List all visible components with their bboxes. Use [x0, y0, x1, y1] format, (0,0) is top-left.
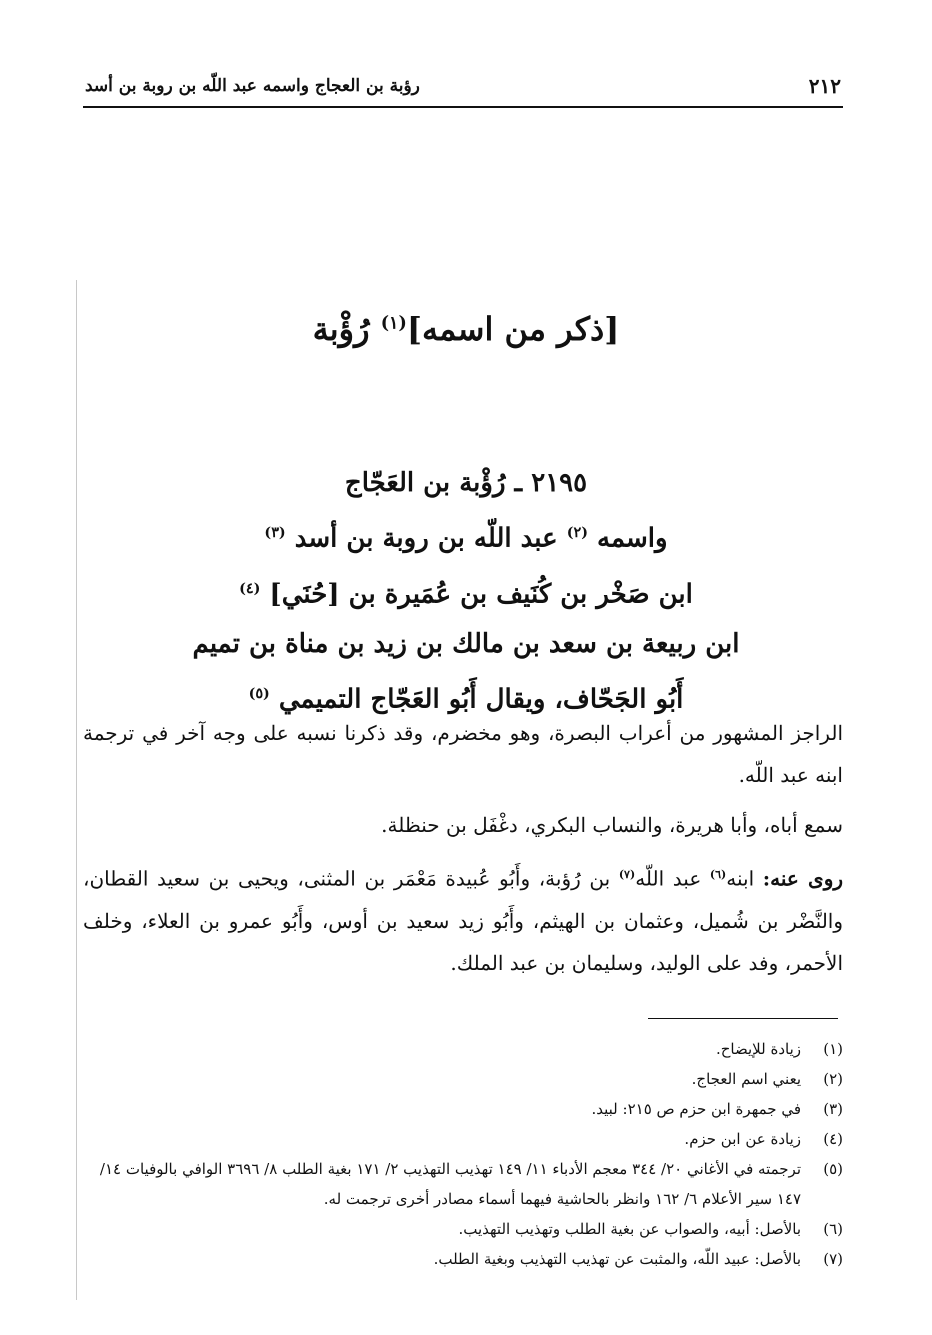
- footnote-text: يعني اسم العجاج.: [691, 1070, 801, 1088]
- section-title-main: [ذكر من اسمه]: [406, 310, 620, 348]
- footnote: [83, 1154, 843, 1214]
- section-title-ref: (١): [380, 312, 407, 334]
- running-header: [83, 70, 843, 108]
- footnotes: [83, 1034, 843, 1274]
- footnote-number: (١): [823, 1040, 843, 1058]
- entry-line-3-text: ابن صَخْر بن كُنَيف بن عُمَيرة بن [حُنَي]: [269, 579, 693, 610]
- entry-line-2-a: واسمه: [597, 523, 668, 554]
- footnote-number: (٣): [823, 1100, 843, 1118]
- footnote-number: (٧): [823, 1250, 843, 1268]
- section-title: [0, 310, 932, 348]
- entry-line-1: ٢١٩٥ ـ رُؤْبة بن العَجّاج: [344, 468, 588, 498]
- footnote-text: بالأصل: أبيه، والصواب عن بغية الطلب وتهذيب التهذيب.: [458, 1220, 801, 1238]
- footnote-number: (٦): [823, 1220, 843, 1238]
- paragraph-2: سمع أباه، وأبا هريرة، والنساب البكري، دغْفَل بن حنظلة.: [381, 813, 843, 837]
- footnote-number: (٤): [823, 1130, 843, 1148]
- entry-line-5-text: أَبُو الجَحّاف، ويقال أَبُو العَجّاج التميمي: [278, 684, 684, 715]
- scan-edge-line: [76, 280, 77, 1300]
- footnote: [83, 1214, 843, 1244]
- entry-line-3: [0, 564, 932, 620]
- paragraph-3-lead: روى عنه:: [762, 866, 844, 891]
- paragraph-3: [83, 854, 843, 984]
- entry-line-3-ref: (٤): [239, 580, 261, 597]
- entry-line-2: [0, 508, 932, 564]
- body-text: [83, 712, 843, 992]
- footnote-number: (٥): [823, 1160, 843, 1178]
- entry-line-2-ref-2: (٣): [264, 525, 286, 541]
- paragraph-3-c: بن رُؤبة، وأَبُو عُبيدة مَعْمَر بن المثنى، ويحيى بن سعيد القطان، والنَّضْر بن شُميل، وعثمان بن الهيثم، وأَبُو زيد سعيد بن أوس، وأَبُو عمرو بن العلاء، وخلف الأحمر، وفد على الوليد، وسليمان بن عبد الملك.: [83, 866, 843, 975]
- entry-line-2-ref-1: (٢): [566, 525, 588, 541]
- footnote-text: زيادة عن ابن حزم.: [684, 1130, 801, 1148]
- footnote-text: ترجمته في الأغاني ٢٠/ ٣٤٤ معجم الأدباء ١١/ ١٤٩ تهذيب التهذيب ٢/ ١٧١ بغية الطلب ٨/ ٣٦٩٦ الوافي بالوفيات ١٤/ ١٤٧ سير الأعلام ٦/ ١٦٢ وانظر بالحاشية فيهما أسماء مصادر أخرى ترجمت له.: [99, 1160, 801, 1208]
- footnote-text: بالأصل: عبيد اللّه، والمثبت عن تهذيب التهذيب وبغية الطلب.: [433, 1250, 801, 1268]
- running-title: رؤبة بن العجاج واسمه عبد اللّه بن روبة بن أسد: [85, 76, 420, 96]
- entry-line-2-b: عبد اللّه بن روبة بن أسد: [294, 523, 558, 554]
- footnote: [83, 1034, 843, 1064]
- footnote: [83, 1094, 843, 1124]
- paragraph-3-b: عبد اللّه: [635, 866, 702, 891]
- paragraph-1: الراجز المشهور من أعراب البصرة، وهو مخضرم، وقد ذكرنا نسبه على وجه آخر في ترجمة ابنه عبد اللّه.: [83, 721, 843, 787]
- footnote-text: زيادة للإيضاح.: [715, 1040, 801, 1058]
- footnote-text: في جمهرة ابن حزم ص ٢١٥: لبيد.: [591, 1100, 801, 1118]
- entry-line-5-ref: (٥): [248, 686, 270, 703]
- entry-line-4: ابن ربيعة بن سعد بن مالك بن زيد بن مناة بن تميم: [192, 629, 740, 660]
- footnote-number: (٢): [823, 1070, 843, 1088]
- section-title-name: رُؤْبة: [312, 310, 370, 348]
- page-number: ٢١٢: [808, 74, 841, 98]
- paragraph-3-ref-7: (٧): [618, 868, 636, 881]
- paragraph-3-a: ابنه: [726, 866, 755, 891]
- footnote: [83, 1124, 843, 1154]
- footnote: [83, 1064, 843, 1094]
- paragraph-3-ref-6: (٦): [709, 868, 727, 881]
- footnote: [83, 1244, 843, 1274]
- footnote-separator: [648, 1018, 838, 1019]
- entry-heading: [0, 458, 932, 725]
